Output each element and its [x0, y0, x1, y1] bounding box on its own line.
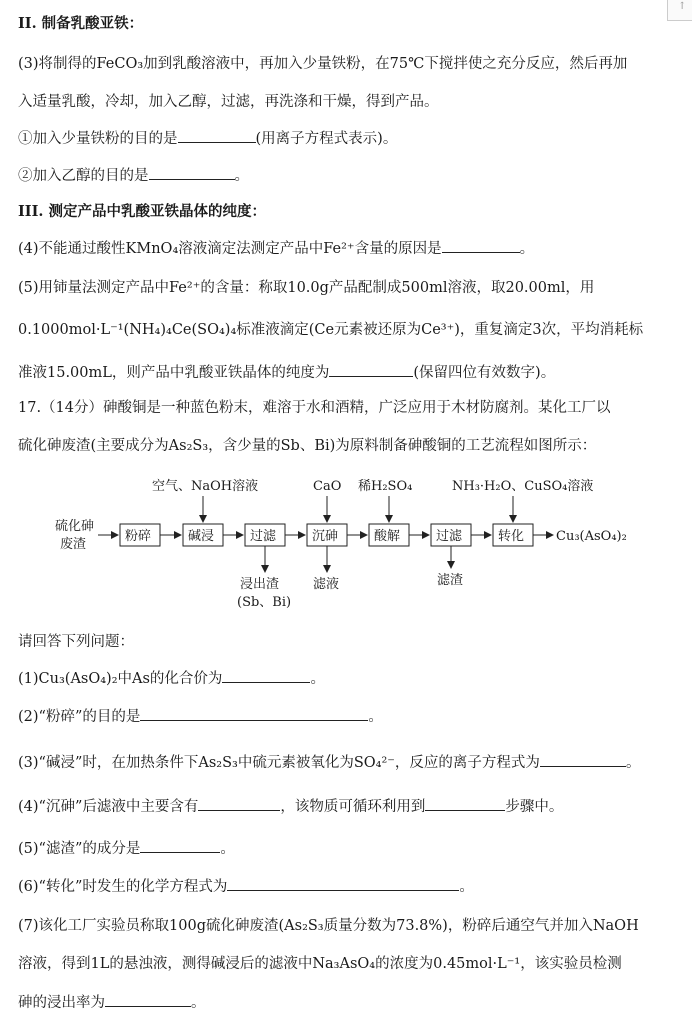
q6b-tail: 。 — [459, 879, 474, 895]
q4b-text: (4)“沉砷”后滤液中主要含有 — [18, 799, 199, 815]
q5-tail: (保留四位有效数字)。 — [413, 365, 556, 381]
flow-step-precipitate-arsenic — [307, 524, 347, 546]
q5-text: 准液15.00mL，则产品中乳酸亚铁晶体的纯度为 — [18, 365, 330, 381]
q4b-tail: 步骤中。 — [505, 799, 564, 815]
section-ii-heading: II. 制备乳酸亚铁： — [18, 15, 144, 32]
answer-blank[interactable] — [105, 992, 191, 1007]
flow-output-filter-residue: 滤渣 — [437, 573, 464, 588]
flow-step-label: 转化 — [498, 529, 525, 544]
flow-step-filter-2 — [431, 524, 471, 546]
flow-step-label: 沉砷 — [312, 529, 339, 544]
q5-line1: (5)用铈量法测定产品中Fe²⁺的含量：称取10.0g产品配制成500ml溶液，取20.00ml，用 — [18, 280, 595, 296]
q4b-line — [18, 796, 563, 817]
q2-tail: 。 — [368, 709, 383, 725]
flow-product: Cu₃(AsO₄)₂ — [556, 529, 627, 544]
answer-blank[interactable] — [227, 876, 459, 891]
arrow-up-icon: ↑ — [678, 1, 687, 12]
process-flow-diagram — [0, 470, 692, 620]
flow-step-filter-1 — [245, 524, 285, 546]
flow-start-line1: 硫化砷 — [55, 519, 95, 534]
q5b-line — [18, 838, 235, 859]
q3-sub1-tail: (用离子方程式表示)。 — [255, 131, 398, 147]
q3b-text: (3)“碱浸”时，在加热条件下As₂S₃中硫元素被氧化为SO₄²⁻，反应的离子方程式为 — [18, 755, 540, 771]
flow-input-cao: CaO — [313, 479, 342, 494]
answer-blank[interactable] — [198, 796, 280, 811]
flow-output-leach-residue: 浸出渣 — [240, 577, 280, 592]
q17-intro-line2: 硫化砷废渣(主要成分为As₂S₃，含少量的Sb、Bi)为原料制备砷酸铜的工艺流程如图所示： — [18, 438, 597, 454]
q7-line2: 溶液，得到1L的悬浊液，测得碱浸后的滤液中Na₃AsO₄的浓度为0.45mol·L⁻¹，该实验员检测 — [18, 956, 622, 972]
q1-text: (1)Cu₃(AsO₄)₂中As的化合价为 — [18, 671, 223, 687]
q4b-mid: ，该物质可循环利用到 — [280, 799, 426, 815]
q4-line — [18, 238, 534, 259]
q3-text-line1: (3)将制得的FeCO₃加到乳酸溶液中，再加入少量铁粉，在75℃下搅拌使之充分反应，然后再加 — [18, 56, 628, 72]
q7-tail: 。 — [191, 995, 206, 1011]
answer-blank[interactable] — [140, 838, 220, 853]
q3-text-line2: 入适量乳酸，冷却，加入乙醇，过滤，再洗涤和干燥，得到产品。 — [18, 94, 439, 110]
q1-tail: 。 — [310, 671, 325, 687]
q6b-text: (6)“转化”时发生的化学方程式为 — [18, 879, 228, 895]
q7-line3 — [18, 992, 206, 1013]
flow-input-nh3-cuso4: NH₃·H₂O、CuSO₄溶液 — [452, 479, 594, 494]
q6b-line — [18, 876, 474, 897]
flow-input-arrows — [203, 496, 513, 522]
q5-line3 — [18, 362, 555, 383]
flow-step-label: 粉碎 — [125, 529, 152, 544]
flow-step-alkali-leach — [183, 524, 223, 546]
q3-sub1-text: ①加入少量铁粉的目的是 — [18, 131, 178, 147]
answer-blank[interactable] — [442, 238, 520, 253]
flow-step-label: 碱浸 — [188, 529, 215, 544]
scroll-corner[interactable] — [667, 0, 692, 21]
flow-step-crush — [120, 524, 160, 546]
q3-sub2-text: ②加入乙醇的目的是 — [18, 168, 149, 184]
flow-output-filtrate: 滤液 — [313, 577, 340, 592]
answer-prompt: 请回答下列问题： — [18, 634, 134, 650]
q2-text: (2)“粉碎”的目的是 — [18, 709, 141, 725]
q3b-tail: 。 — [625, 755, 641, 771]
flow-step-acidolysis — [369, 524, 409, 546]
q1-line — [18, 668, 325, 689]
answer-blank[interactable] — [329, 362, 413, 377]
flow-step-label: 过滤 — [436, 529, 463, 544]
q5b-text: (5)“滤渣”的成分是 — [18, 841, 141, 857]
answer-blank[interactable] — [540, 752, 626, 767]
flow-step-label: 过滤 — [250, 529, 277, 544]
q3b-line — [18, 752, 640, 773]
q17-intro-line1: 17.（14分）砷酸铜是一种蓝色粉末，难溶于水和酒精，广泛应用于木材防腐剂。某化工厂以 — [18, 400, 611, 416]
flow-output-arrows — [265, 546, 451, 572]
q5-line2: 0.1000mol·L⁻¹(NH₄)₄Ce(SO₄)₄标准液滴定(Ce元素被还原为Ce³⁺)，重复滴定3次，平均消耗标 — [18, 322, 644, 338]
q4-text: (4)不能通过酸性KMnO₄溶液滴定法测定产品中Fe²⁺含量的原因是 — [18, 241, 442, 257]
q7-line1: (7)该化工厂实验员称取100g硫化砷废渣(As₂S₃质量分数为73.8%)，粉碎后通空气并加入NaOH — [18, 918, 639, 934]
q3-sub2-tail: 。 — [234, 168, 249, 184]
answer-blank[interactable] — [140, 706, 368, 721]
section-iii-heading: III. 测定产品中乳酸亚铁晶体的纯度： — [18, 203, 266, 220]
flow-start-line2: 废渣 — [60, 537, 87, 552]
answer-blank[interactable] — [149, 165, 235, 180]
answer-blank[interactable] — [425, 796, 505, 811]
q5b-tail: 。 — [220, 841, 235, 857]
flow-output-sb-bi: (Sb、Bi) — [237, 595, 292, 610]
flow-input-h2so4: 稀H₂SO₄ — [358, 479, 413, 494]
q4-tail: 。 — [519, 241, 535, 257]
answer-blank[interactable] — [222, 668, 310, 683]
q2-line — [18, 706, 383, 727]
flow-step-convert — [493, 524, 533, 546]
answer-blank[interactable] — [178, 128, 256, 143]
flow-input-air-naoh: 空气、NaOH溶液 — [152, 479, 259, 494]
q7-text: 砷的浸出率为 — [18, 995, 105, 1011]
flow-step-label: 酸解 — [374, 529, 401, 544]
q3-sub1 — [18, 128, 397, 149]
q3-sub2 — [18, 165, 249, 186]
